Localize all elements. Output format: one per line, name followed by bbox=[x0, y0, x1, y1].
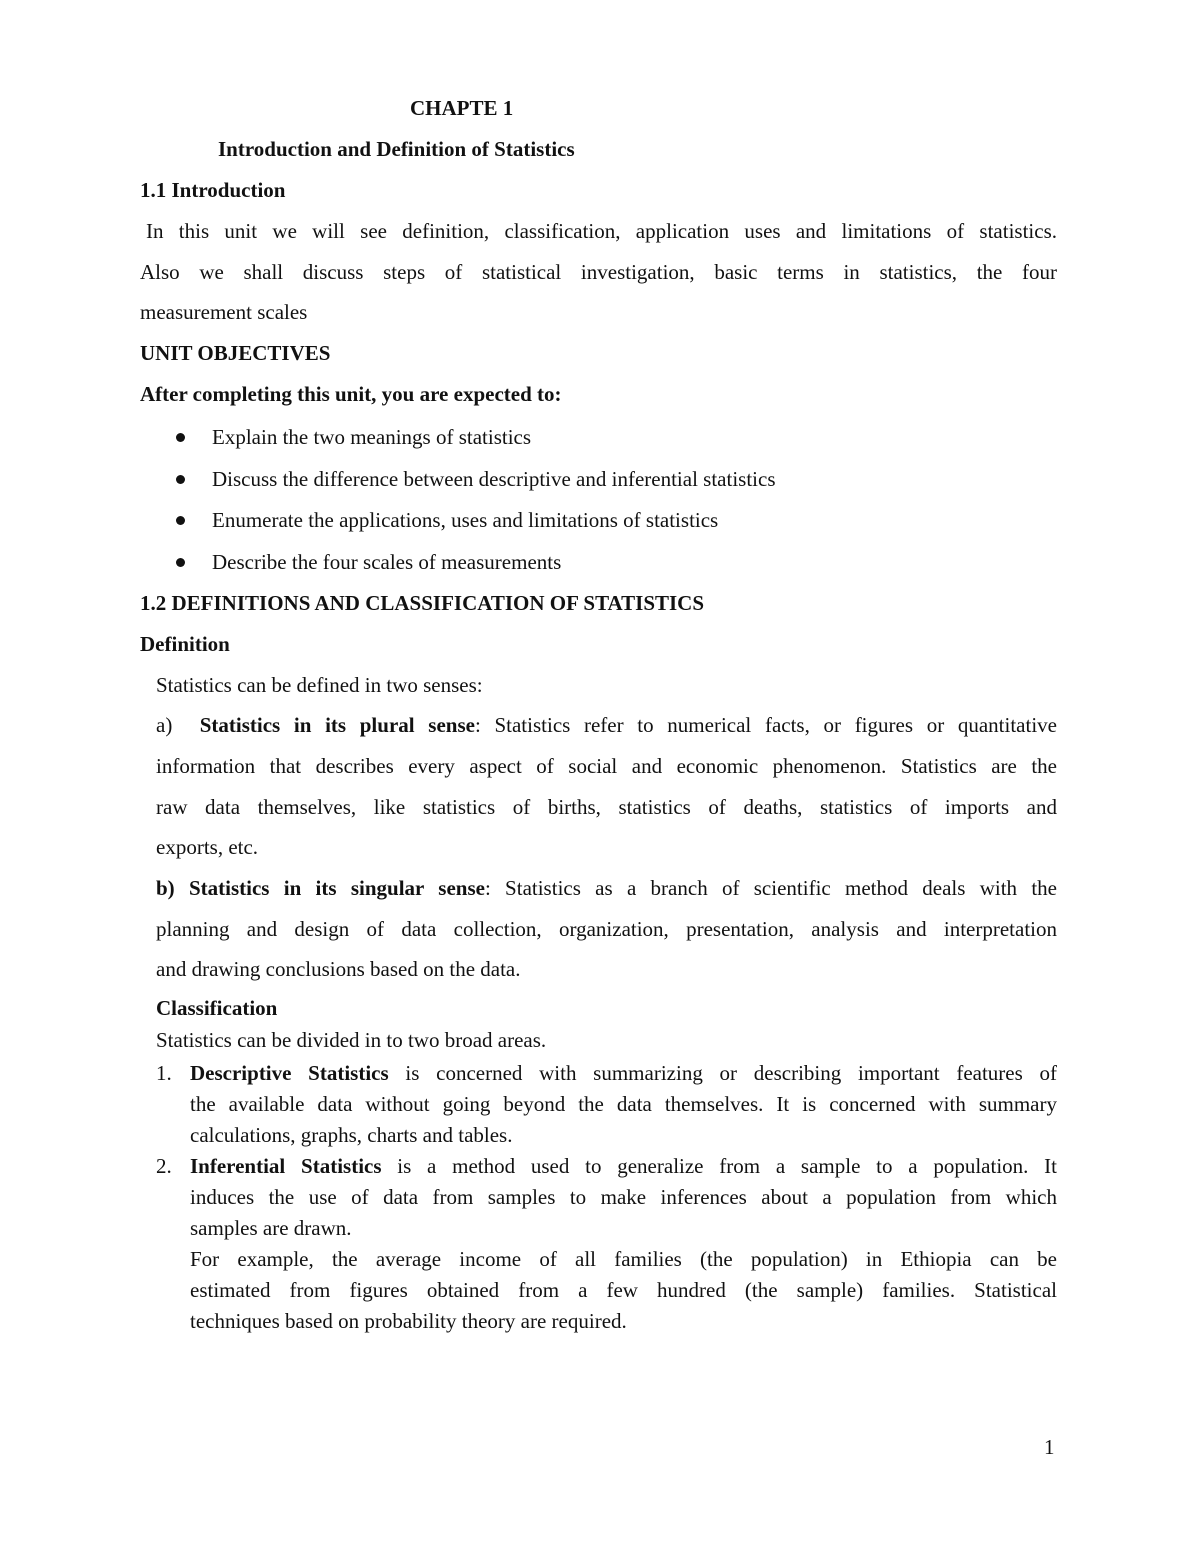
objectives-lead: After completing this unit, you are expected to: bbox=[140, 382, 562, 406]
intro-heading: 1.1 Introduction bbox=[140, 178, 286, 202]
inferential-line-2: induces the use of data from samples to make inferences about a population from which bbox=[190, 1185, 1057, 1209]
inferential-term: Inferential Statistics bbox=[190, 1154, 382, 1178]
intro-line-2: Also we shall discuss steps of statistical investigation, basic terms in statistics, the four bbox=[140, 260, 1057, 284]
inferential-example-line-2: estimated from figures obtained from a few hundred (the sample) families. Statistical bbox=[190, 1278, 1057, 1302]
singular-sense-line-3: and drawing conclusions based on the data. bbox=[156, 957, 521, 981]
descriptive-line-1 bbox=[190, 1060, 1057, 1086]
chapter-subtitle: Introduction and Definition of Statistics bbox=[218, 137, 575, 161]
inferential-line-1-text: is a method used to generalize from a sample to a population. It bbox=[381, 1154, 1058, 1178]
definition-intro: Statistics can be defined in two senses: bbox=[156, 673, 483, 697]
descriptive-line-2: the available data without going beyond the data themselves. It is concerned with summary bbox=[190, 1092, 1057, 1116]
bullet-icon bbox=[176, 516, 185, 525]
singular-sense-line-1 bbox=[156, 875, 1057, 901]
descriptive-line-3: calculations, graphs, charts and tables. bbox=[190, 1123, 513, 1147]
objective-text: Describe the four scales of measurements bbox=[212, 550, 562, 574]
page-number: 1 bbox=[1044, 1435, 1055, 1459]
descriptive-line-1-text: is concerned with summarizing or describing important features of bbox=[388, 1061, 1057, 1085]
descriptive-number: 1. bbox=[156, 1061, 172, 1085]
definition-heading: Definition bbox=[140, 632, 230, 656]
inferential-example-line-3: techniques based on probability theory are required. bbox=[190, 1309, 627, 1333]
inferential-line-3: samples are drawn. bbox=[190, 1216, 352, 1240]
inferential-number: 2. bbox=[156, 1154, 172, 1178]
objective-text: Discuss the difference between descriptive and inferential statistics bbox=[212, 467, 776, 491]
plural-marker: a) bbox=[156, 713, 173, 737]
plural-sense-line-3: raw data themselves, like statistics of births, statistics of deaths, statistics of imports and bbox=[156, 795, 1057, 819]
objective-text: Explain the two meanings of statistics bbox=[212, 425, 532, 449]
bullet-icon bbox=[176, 558, 185, 567]
plural-sense-line-4: exports, etc. bbox=[156, 835, 259, 859]
intro-line-1: In this unit we will see definition, classification, application uses and limitations of statistics. bbox=[146, 219, 1057, 243]
classification-heading: Classification bbox=[156, 996, 278, 1020]
inferential-line-1 bbox=[190, 1153, 1057, 1179]
singular-term: Statistics in its singular sense bbox=[188, 876, 485, 900]
singular-sense-line-2: planning and design of data collection, organization, presentation, analysis and interpretation bbox=[156, 917, 1057, 941]
section-1-2-heading: 1.2 DEFINITIONS AND CLASSIFICATION OF STATISTICS bbox=[140, 591, 705, 615]
objective-text: Enumerate the applications, uses and limitations of statistics bbox=[212, 508, 719, 532]
singular-line-1-text: : Statistics as a branch of scientific method deals with the bbox=[484, 876, 1057, 900]
bullet-icon bbox=[176, 475, 185, 484]
plural-sense-line-1 bbox=[156, 712, 1057, 738]
descriptive-term: Descriptive Statistics bbox=[190, 1061, 389, 1085]
chapter-title: CHAPTE 1 bbox=[410, 96, 514, 120]
inferential-example-line-1: For example, the average income of all families (the population) in Ethiopia can be bbox=[190, 1247, 1057, 1271]
bullet-icon bbox=[176, 433, 185, 442]
plural-term: Statistics in its plural sense bbox=[199, 713, 475, 737]
objectives-heading: UNIT OBJECTIVES bbox=[140, 341, 331, 365]
classification-intro: Statistics can be divided in to two broad areas. bbox=[156, 1028, 547, 1052]
intro-line-3: measurement scales bbox=[140, 300, 308, 324]
plural-sense-line-2: information that describes every aspect of social and economic phenomenon. Statistics are the bbox=[156, 754, 1057, 778]
plural-line-1-text: : Statistics refer to numerical facts, or figures or quantitative bbox=[474, 713, 1057, 737]
singular-marker: b) bbox=[156, 876, 175, 900]
